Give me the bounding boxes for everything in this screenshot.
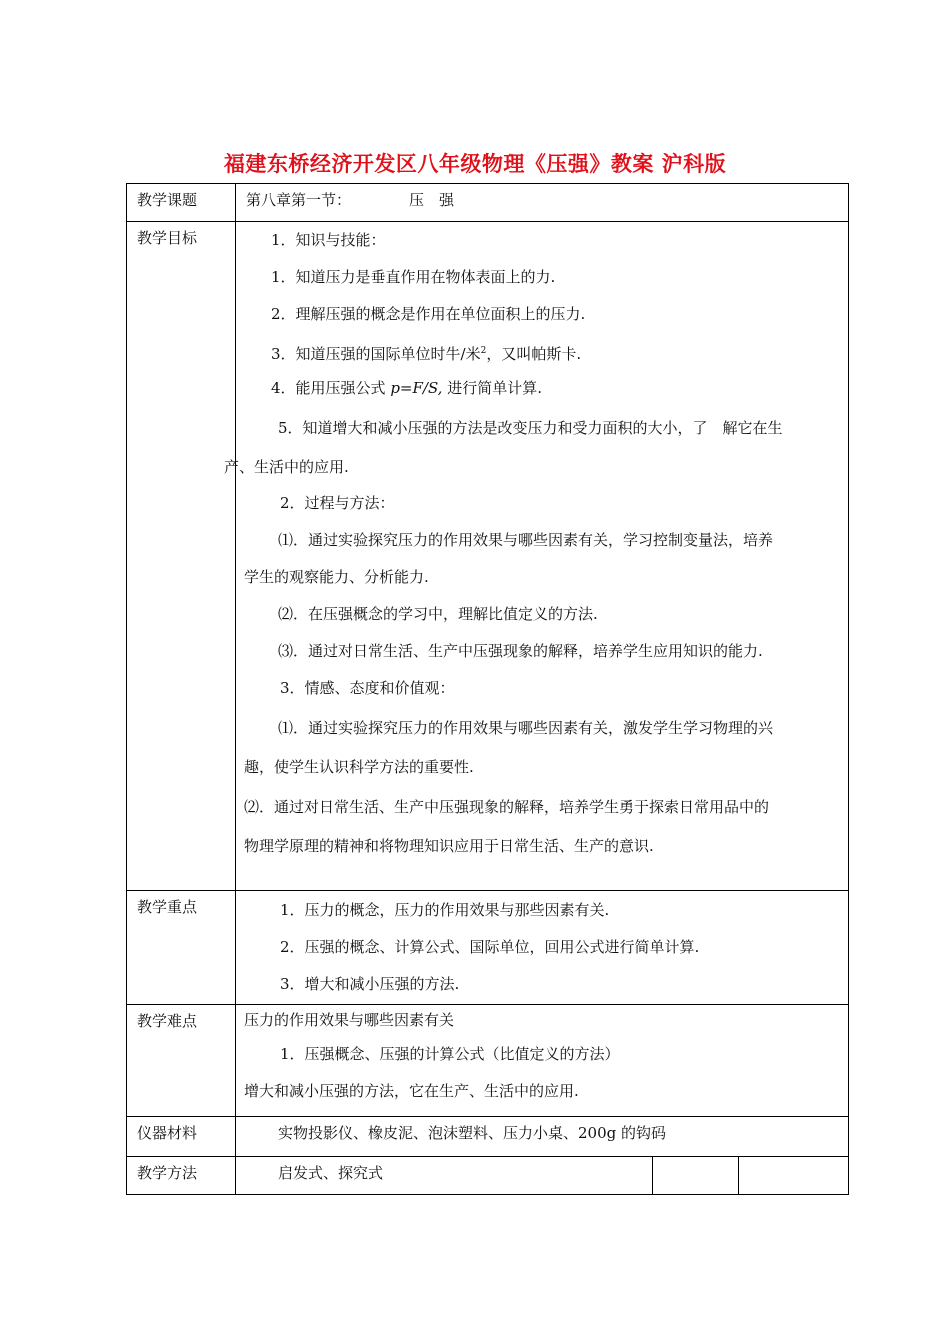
objective-heading-knowledge: 1．知识与技能： <box>271 231 386 249</box>
key-points-cell <box>236 891 849 1005</box>
topic-cell <box>236 184 849 222</box>
objective-k2: 2．理解压强的概念是作用在单位面积上的压力. <box>271 305 586 323</box>
objective-p1-line2: 学生的观察能力、分析能力. <box>244 568 429 586</box>
row-materials <box>127 1117 849 1157</box>
materials-cell <box>236 1117 849 1157</box>
difficulty-line-2: 1．压强概念、压强的计算公式（比值定义的方法） <box>280 1045 620 1063</box>
objective-e1-line1: ⑴．通过实验探究压力的作用效果与哪些因素有关，激发学生学习物理的兴 <box>278 719 774 737</box>
row-objectives <box>127 222 849 891</box>
pressure-formula: p=F/S, <box>390 379 443 397</box>
objective-p1-line1: ⑴．通过实验探究压力的作用效果与哪些因素有关，学习控制变量法，培养 <box>278 531 774 549</box>
methods-empty-cell-1 <box>653 1157 739 1195</box>
objective-k3-suffix: ，又叫帕斯卡. <box>486 345 582 363</box>
difficulties-label: 教学难点 <box>127 1005 236 1117</box>
objectives-label: 教学目标 <box>127 222 236 891</box>
difficulty-line-3: 增大和减小压强的方法，它在生产、生活中的应用. <box>244 1082 579 1100</box>
difficulty-line-1: 压力的作用效果与哪些因素有关 <box>244 1011 455 1029</box>
objective-p2: ⑵．在压强概念的学习中，理解比值定义的方法. <box>278 605 598 623</box>
methods-cell <box>236 1157 653 1195</box>
key-point-item: 1．压力的概念，压力的作用效果与那些因素有关. <box>280 901 610 919</box>
objective-k4-suffix: 进行简单计算. <box>442 379 543 397</box>
topic-label: 教学课题 <box>127 184 236 222</box>
topic-chapter: 第八章第一节： <box>246 191 352 209</box>
methods-empty-cell-2 <box>739 1157 849 1195</box>
objectives-cell <box>224 222 849 891</box>
objective-k3 <box>236 334 848 371</box>
objective-e1-line2: 趣，使学生认识科学方法的重要性. <box>244 758 474 776</box>
objective-k5-line1: 5．知道增大和减小压强的方法是改变压力和受力面积的大小，了 解它在生 <box>278 419 783 437</box>
materials-label: 仪器材料 <box>127 1117 236 1157</box>
objective-heading-process: 2．过程与方法： <box>280 494 395 512</box>
difficulties-cell <box>236 1005 849 1117</box>
objective-p3: ⑶．通过对日常生活、生产中压强现象的解释，培养学生应用知识的能力. <box>278 642 763 660</box>
objective-e2-line1: ⑵．通过对日常生活、生产中压强现象的解释，培养学生勇于探索日常用品中的 <box>244 798 770 816</box>
objective-k5-line2: 产、生活中的应用. <box>224 458 349 476</box>
objective-k4-text: 4．能用压强公式 <box>271 379 391 397</box>
objective-k1: 1．知道压力是垂直作用在物体表面上的力. <box>271 268 556 286</box>
methods-text: 启发式、探究式 <box>278 1164 384 1182</box>
key-point-item: 3．增大和减小压强的方法. <box>280 975 460 993</box>
row-difficulties <box>127 1005 849 1117</box>
row-key-points <box>127 891 849 1005</box>
materials-text: 实物投影仪、橡皮泥、泡沫塑料、压力小桌、200g 的钩码 <box>278 1124 667 1142</box>
row-methods <box>127 1157 849 1195</box>
topic-name: 压 强 <box>409 191 455 209</box>
lesson-plan-table <box>126 183 849 1195</box>
row-topic <box>127 184 849 222</box>
key-point-item: 2．压强的概念、计算公式、国际单位，回用公式进行简单计算. <box>280 938 700 956</box>
objective-k3-superscript: 2 <box>480 346 487 356</box>
objective-e2-line2: 物理学原理的精神和将物理知识应用于日常生活、生产的意识. <box>244 837 654 855</box>
objective-k3-text: 3．知道压强的国际单位时牛/米 <box>271 345 481 363</box>
objective-k4 <box>236 371 848 408</box>
document-title: 福建东桥经济开发区八年级物理《压强》教案 沪科版 <box>223 151 727 176</box>
key-points-label: 教学重点 <box>127 891 236 1005</box>
methods-label: 教学方法 <box>127 1157 236 1195</box>
objective-heading-attitude: 3．情感、态度和价值观： <box>280 679 455 697</box>
